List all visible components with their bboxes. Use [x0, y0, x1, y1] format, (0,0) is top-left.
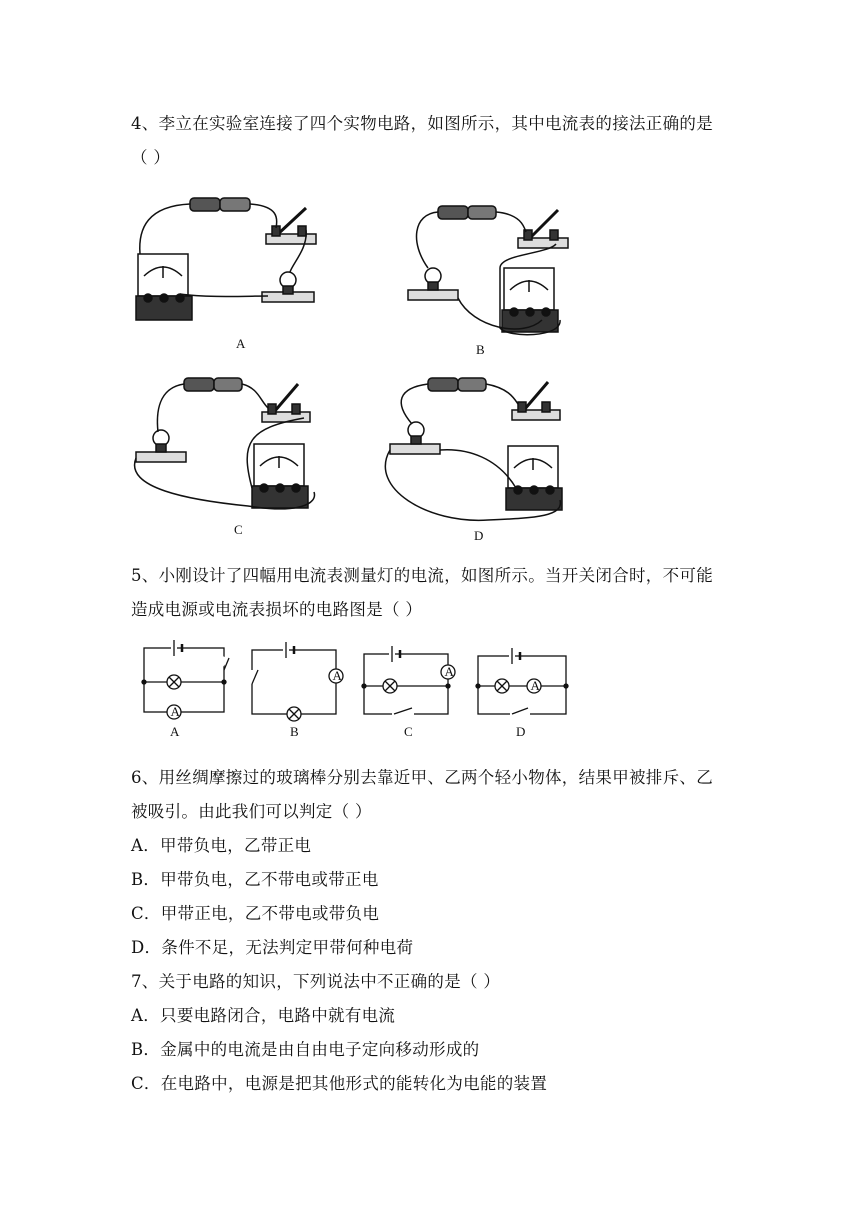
- q4-stem-line2: （ ）: [131, 148, 171, 167]
- ammeter-a: A: [170, 704, 180, 719]
- q5-stem-line2: 造成电源或电流表损坏的电路图是（ ）: [131, 600, 423, 619]
- q5-label-d: D: [516, 724, 526, 739]
- q5-circuit-b: [252, 642, 343, 739]
- q7-option-c: C．在电路中，电源是把其他形式的能转化为电能的装置: [131, 1074, 548, 1093]
- circuit-a: [136, 198, 316, 351]
- q5-stem-line1: 5、小刚设计了四幅用电流表测量灯的电流，如图所示。当开关闭合时，不可能: [131, 566, 713, 585]
- q7-stem: 7、关于电路的知识，下列说法中不正确的是（ ）: [131, 972, 501, 991]
- q4-label-c: C: [234, 522, 243, 537]
- q6-stem-line2: 被吸引。由此我们可以判定（ ）: [131, 802, 372, 821]
- q4-label-d: D: [474, 528, 484, 543]
- ammeter-b: A: [332, 668, 342, 683]
- q4-label-b: B: [476, 342, 485, 357]
- q4-label-a: A: [236, 336, 246, 351]
- q7-option-a: A．只要电路闭合，电路中就有电流: [131, 1006, 396, 1025]
- q4-stem-line1: 4、李立在实验室连接了四个实物电路，如图所示，其中电流表的接法正确的是: [131, 114, 713, 133]
- q6-option-d: D．条件不足，无法判定甲带何种电荷: [131, 938, 414, 957]
- q5-circuit-c: [362, 646, 455, 739]
- q6-option-c: C．甲带正电，乙不带电或带负电: [131, 904, 380, 923]
- q5-label-b: B: [290, 724, 299, 739]
- q6-stem-line1: 6、用丝绸摩擦过的玻璃棒分别去靠近甲、乙两个轻小物体，结果甲被排斥、乙: [131, 768, 713, 787]
- ammeter-c: A: [444, 664, 454, 679]
- q4-figure: [128, 188, 598, 548]
- circuit-c: [135, 378, 315, 537]
- q5-circuit-a: [142, 640, 229, 739]
- ammeter-d: A: [530, 678, 540, 693]
- q5-label-c: C: [404, 724, 413, 739]
- q5-label-a: A: [170, 724, 180, 739]
- circuit-b: [408, 206, 568, 357]
- q6-option-a: A．甲带负电，乙带正电: [131, 836, 312, 855]
- q7-option-b: B．金属中的电流是由自由电子定向移动形成的: [131, 1040, 480, 1059]
- q6-option-b: B．甲带负电，乙不带电或带正电: [131, 870, 379, 889]
- q5-figure: [136, 636, 576, 742]
- q5-circuit-d: [476, 648, 568, 739]
- circuit-d: [385, 378, 562, 543]
